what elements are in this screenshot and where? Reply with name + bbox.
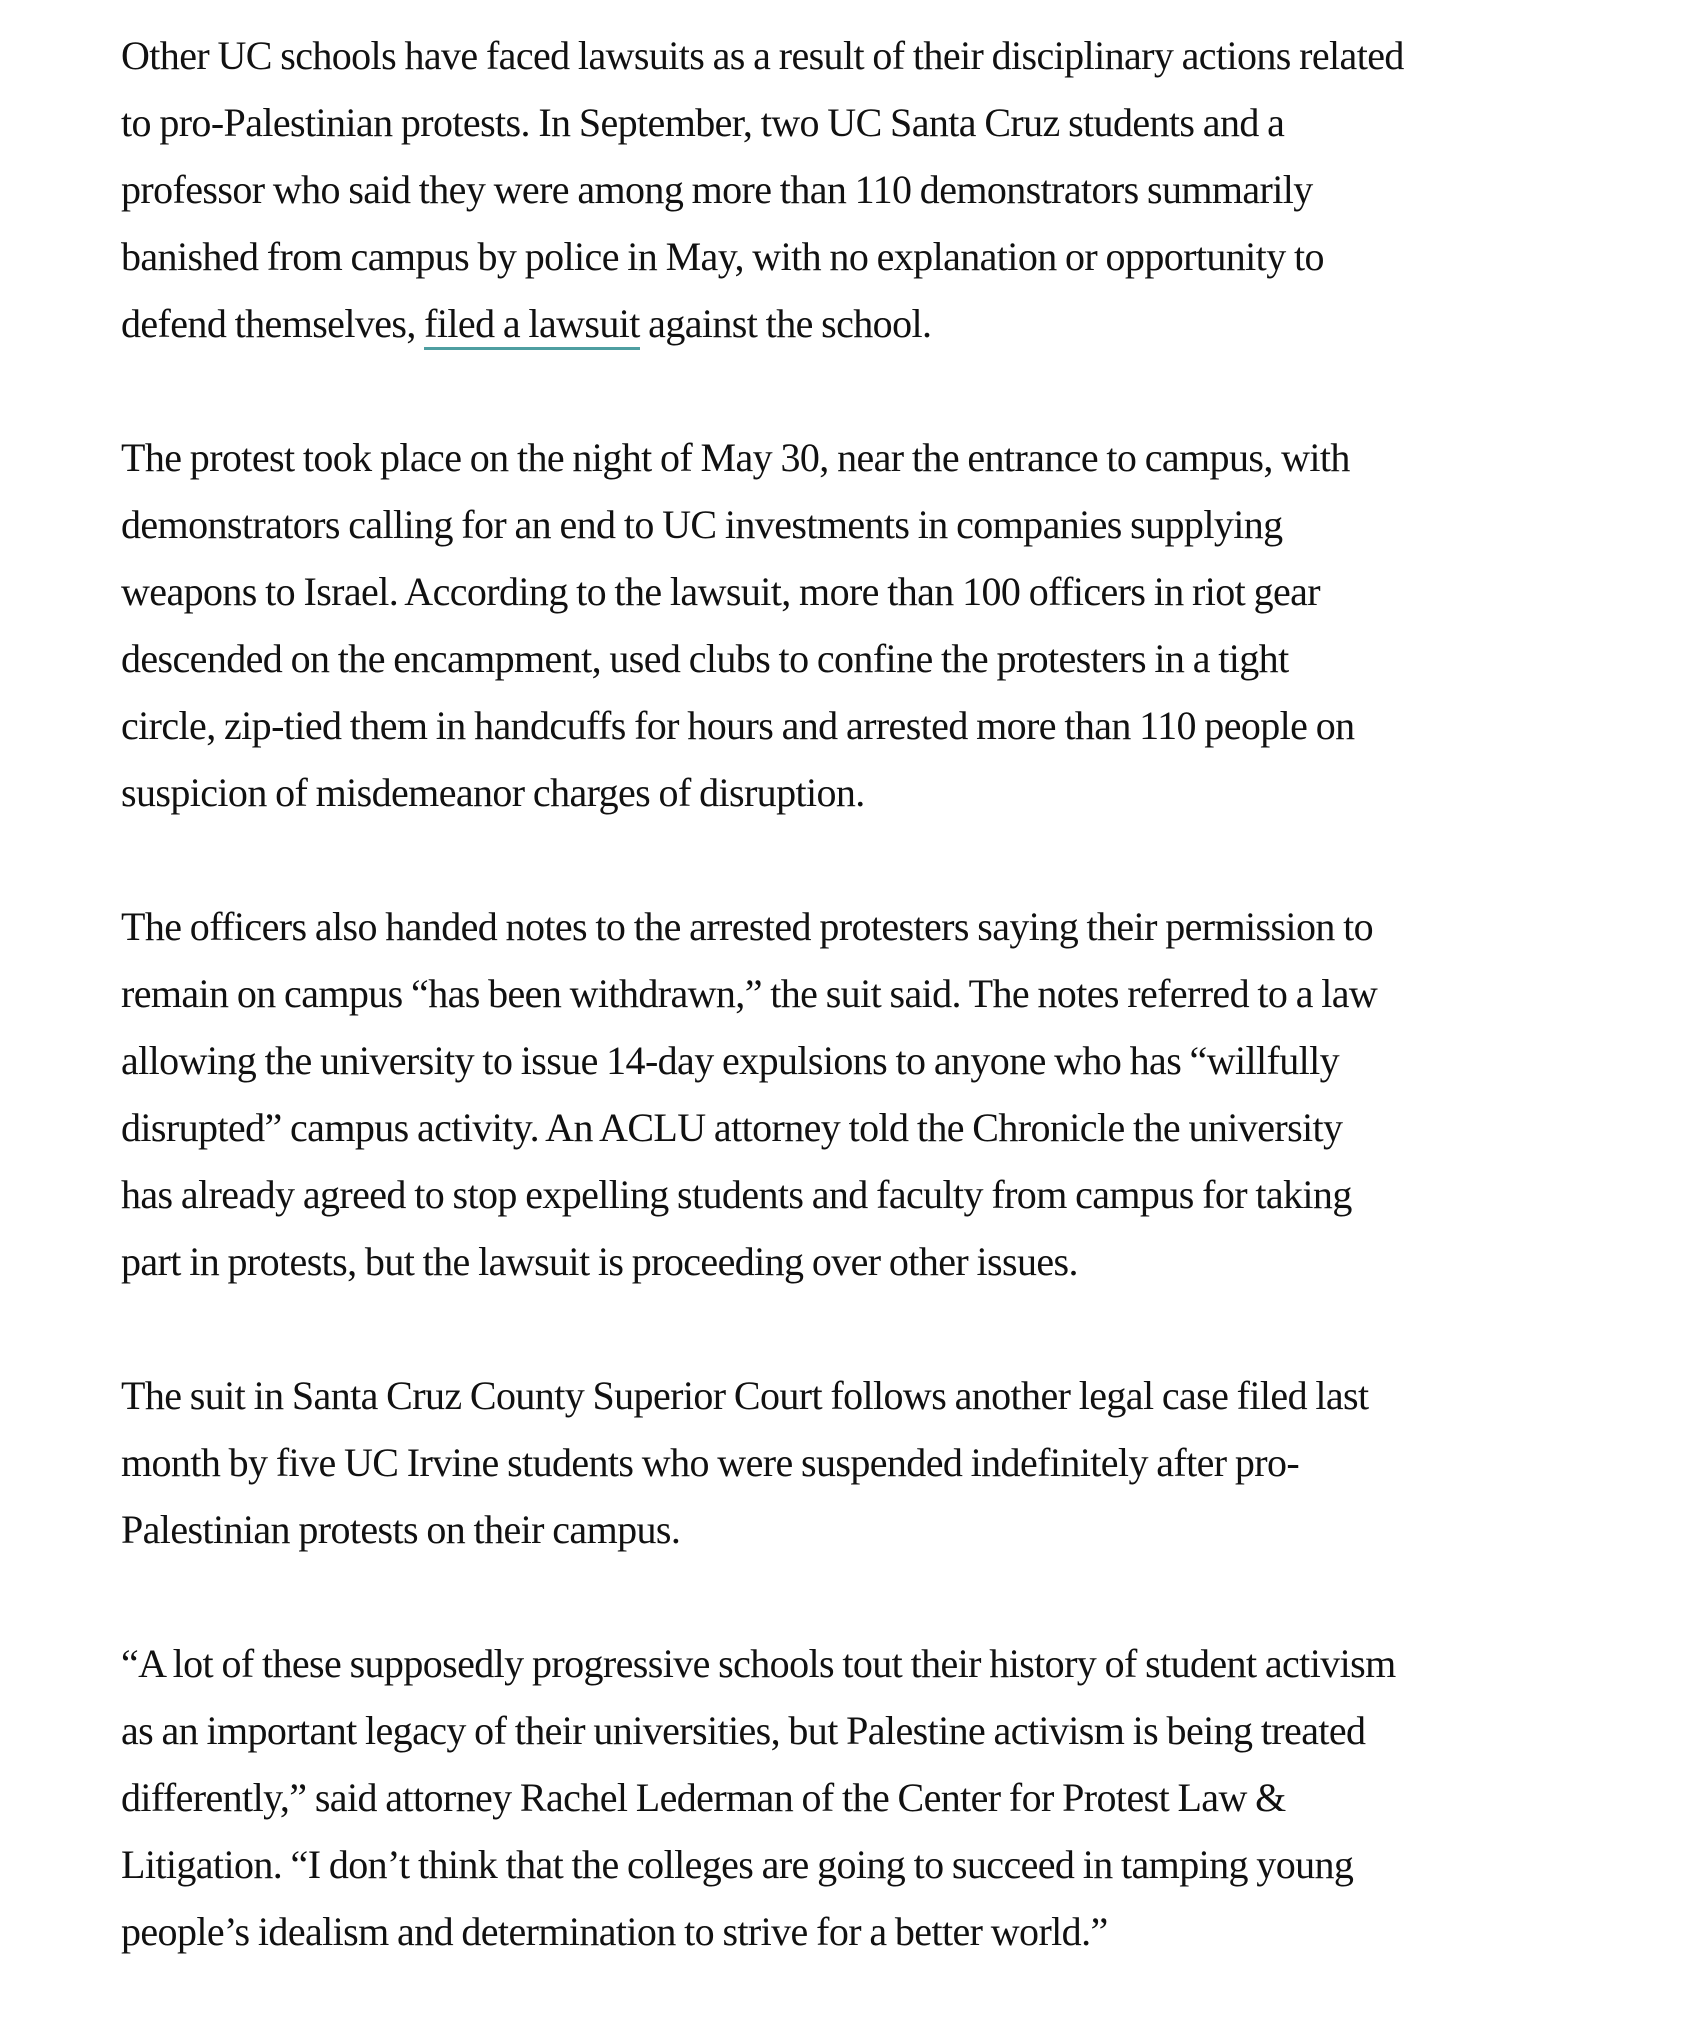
text-line: month by five UC Irvine students who were suspended indefinitely after pro- [121,1440,1300,1485]
text-line: descended on the encampment, used clubs to confine the protesters in a tight [121,636,1289,681]
text-segment: against the school. [639,301,932,346]
text-line: professor who said they were among more than 110 demonstrators summarily [121,167,1313,212]
text-line: suspicion of misdemeanor charges of disruption. [121,770,865,815]
text-line: Litigation. “I don’t think that the colleges are going to succeed in tamping young [121,1842,1354,1887]
paragraph-lederman-quote [121,1630,1601,1965]
text-line: as an important legacy of their universities, but Palestine activism is being treated [121,1708,1366,1753]
text-line: Other UC schools have faced lawsuits as a result of their disciplinary actions related [121,33,1404,78]
text-line: remain on campus “has been withdrawn,” the suit said. The notes referred to a law [121,971,1378,1016]
text-line: allowing the university to issue 14-day expulsions to anyone who has “willfully [121,1038,1340,1083]
paragraph-protest-night [121,424,1601,826]
text-line: has already agreed to stop expelling students and faculty from campus for taking [121,1172,1352,1217]
text-line: people’s idealism and determination to strive for a better world.” [121,1909,1108,1954]
text-line: demonstrators calling for an end to UC investments in companies supplying [121,502,1283,547]
text-line: differently,” said attorney Rachel Lederman of the Center for Protest Law & [121,1775,1286,1820]
text-line [121,290,1601,357]
text-line: The suit in Santa Cruz County Superior Court follows another legal case filed last [121,1373,1369,1418]
text-line: to pro-Palestinian protests. In September, two UC Santa Cruz students and a [121,100,1285,145]
text-line: “A lot of these supposedly progressive schools tout their history of student activism [121,1641,1396,1686]
text-line: circle, zip-tied them in handcuffs for hours and arrested more than 110 people on [121,703,1355,748]
text-line: Palestinian protests on their campus. [121,1507,681,1552]
filed-a-lawsuit-link[interactable]: filed a lawsuit [424,301,640,350]
text-line: weapons to Israel. According to the lawsuit, more than 100 officers in riot gear [121,569,1321,614]
paragraph-uc-lawsuits [121,22,1601,357]
article-body [121,22,1601,2032]
text-segment: defend themselves, [121,301,425,346]
text-line: banished from campus by police in May, with no explanation or opportunity to [121,234,1324,279]
text-line: The protest took place on the night of May 30, near the entrance to campus, with [121,435,1350,480]
paragraph-officers-notes [121,893,1601,1295]
paragraph-santa-cruz-suit [121,1362,1601,1563]
text-line: disrupted” campus activity. An ACLU attorney told the Chronicle the university [121,1105,1343,1150]
text-line: part in protests, but the lawsuit is proceeding over other issues. [121,1239,1078,1284]
text-line: The officers also handed notes to the arrested protesters saying their permission to [121,904,1374,949]
